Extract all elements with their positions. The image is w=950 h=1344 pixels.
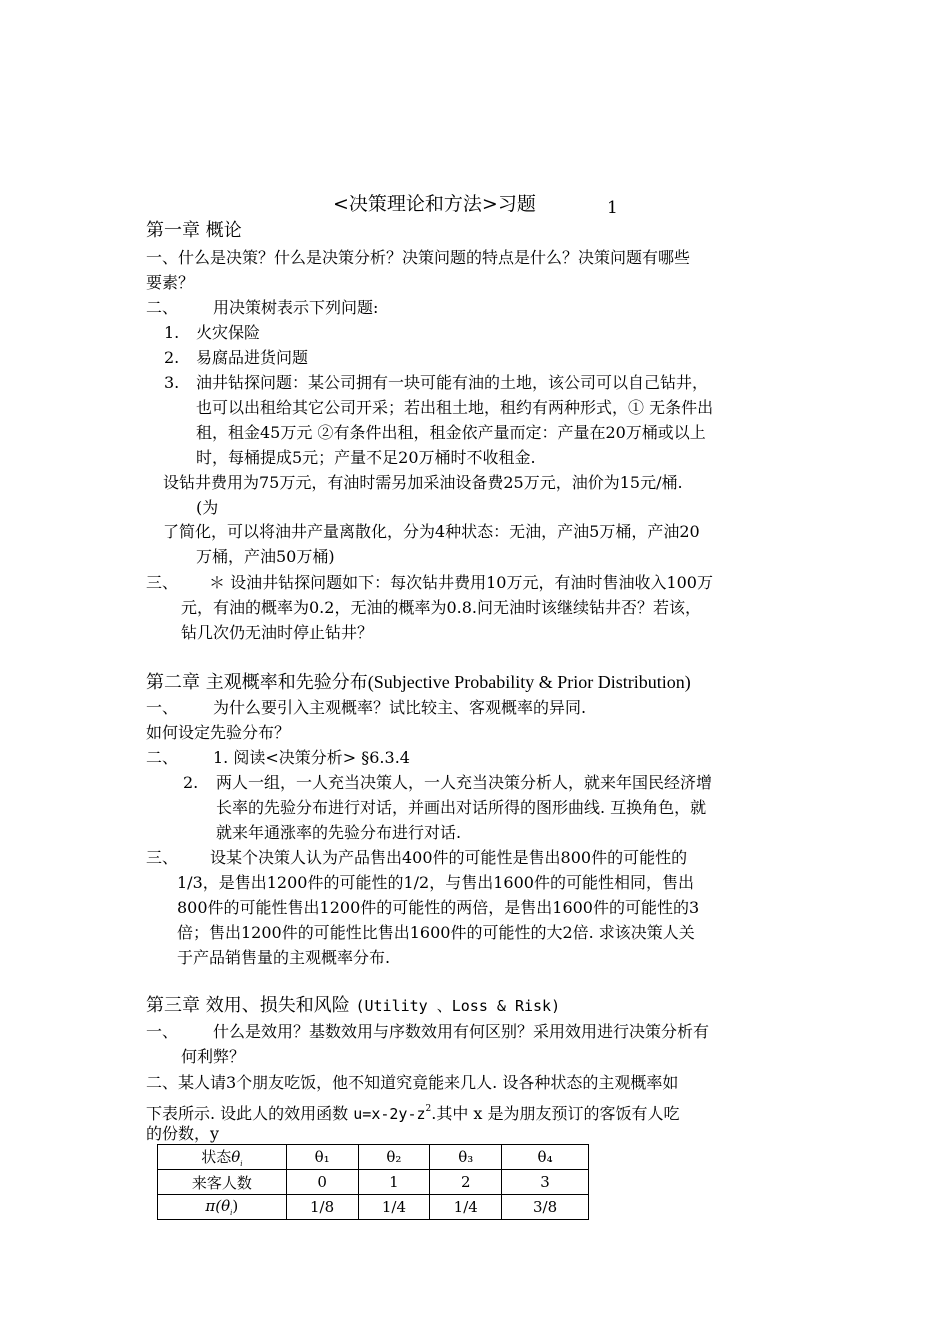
table-row bbox=[158, 1195, 589, 1220]
utility-formula: u=x-2y-z bbox=[353, 1105, 426, 1123]
ch3-q2-line1: 二、某人请3个朋友吃饭，他不知道究竟能来几人. 设各种状态的主观概率如 bbox=[146, 1073, 679, 1092]
ch1-q3-line2: 元，有油的概率为0.2，无油的概率为0.8.问无油时该继续钻井否？若该， bbox=[181, 598, 701, 617]
ch1-q3-line3: 钻几次仍无油时停止钻井？ bbox=[181, 623, 374, 642]
ch2-q2-number: 二、 bbox=[146, 748, 179, 767]
table-cell: 1/4 bbox=[358, 1195, 430, 1220]
pi-theta-close: ) bbox=[232, 1197, 239, 1215]
chapter-2-heading-en: (Subjective Probability & Prior Distribution) bbox=[367, 672, 691, 692]
table-header-prob bbox=[158, 1195, 287, 1220]
ch3-q2-line3: 的份数，y bbox=[146, 1124, 220, 1143]
ch1-item2-number: 2. bbox=[164, 348, 180, 367]
ch2-q3-line1: 设某个决策人认为产品售出400件的可能性是售出800件的可能性的 bbox=[210, 848, 688, 867]
ch2-q3-line3: 800件的可能性售出1200件的可能性的两倍，是售出1600件的可能性的3 bbox=[177, 898, 700, 917]
ch2-q1-number: 一、 bbox=[146, 698, 179, 717]
pi-theta-subscript: i bbox=[230, 1209, 233, 1217]
ch3-q1-number: 一、 bbox=[146, 1022, 179, 1041]
page-title: <决策理论和方法>习题 bbox=[333, 193, 536, 215]
table-header-state bbox=[158, 1145, 287, 1170]
ch3-q2-line2-b: .其中 x 是为朋友预订的客饭有人吃 bbox=[431, 1104, 680, 1123]
pi-theta-label: π(θ bbox=[205, 1197, 231, 1215]
ch1-cost-line3: 了简化，可以将油井产量离散化，分为4种状态：无油，产油5万桶，产油20 bbox=[163, 522, 700, 541]
table-cell: 1/8 bbox=[286, 1195, 358, 1220]
ch2-q1-line2: 如何设定先验分布？ bbox=[146, 723, 291, 742]
ch1-item2-text: 易腐品进货问题 bbox=[196, 348, 309, 367]
chapter-2-heading bbox=[146, 672, 691, 693]
ch1-item3-line1: 油井钻探问题：某公司拥有一块可能有油的土地，该公司可以自己钻井， bbox=[196, 373, 709, 392]
ch2-q3-line5: 于产品销售量的主观概率分布. bbox=[177, 948, 391, 967]
ch1-cost-line2: (为 bbox=[196, 498, 219, 517]
chapter-2-heading-cn: 第二章 主观概率和先验分布 bbox=[146, 672, 368, 693]
table-cell: θ₁ bbox=[286, 1145, 358, 1170]
theta-subscript: i bbox=[240, 1160, 243, 1168]
ch2-q3-line2: 1/3，是售出1200件的可能性的1/2，与售出1600件的可能性相同，售出 bbox=[177, 873, 694, 892]
ch2-q1-text: 为什么要引入主观概率？试比较主、客观概率的异同. bbox=[213, 698, 587, 717]
table-cell: θ₃ bbox=[430, 1145, 502, 1170]
chapter-3-heading-cn: 第三章 效用、损失和风险 bbox=[146, 995, 350, 1016]
ch3-q2-line2-a: 下表所示. 设此人的效用函数 bbox=[146, 1104, 354, 1123]
ch1-cost-line1: 设钻井费用为75万元，有油时需另加采油设备费25万元，油价为15元/桶. bbox=[163, 473, 683, 492]
ch1-q2-text: 用决策树表示下列问题: bbox=[213, 298, 379, 317]
chapter-3-heading bbox=[146, 996, 560, 1016]
table-cell: 1/4 bbox=[430, 1195, 502, 1220]
ch1-q3-number: 三、 bbox=[146, 573, 179, 592]
ch1-item3-line2: 也可以出租给其它公司开采；若出租土地，租约有两种形式，① 无条件出 bbox=[196, 398, 714, 417]
ch1-q3-line1: ＊ 设油井钻探问题如下：每次钻井费用10万元，有油时售油收入100万 bbox=[209, 573, 713, 592]
table-cell: θ₂ bbox=[358, 1145, 430, 1170]
table-cell: 0 bbox=[286, 1170, 358, 1195]
ch2-q3-line4: 倍；售出1200件的可能性比售出1600件的可能性的大2倍. 求该决策人关 bbox=[177, 923, 695, 942]
table-cell: 2 bbox=[430, 1170, 502, 1195]
table-cell: θ₄ bbox=[502, 1145, 589, 1170]
ch1-q2-number: 二、 bbox=[146, 298, 179, 317]
chapter-3-heading-en: (Utility 、Loss & Risk) bbox=[355, 997, 561, 1015]
ch2-q3-number: 三、 bbox=[146, 848, 179, 867]
ch2-item2-line2: 长率的先验分布进行对话，并画出对话所得的图形曲线. 互换角色，就 bbox=[216, 798, 707, 817]
table-row bbox=[158, 1170, 589, 1195]
theta-symbol: θ bbox=[231, 1148, 241, 1166]
ch2-item2-line1: 两人一组，一人充当决策人，一人充当决策分析人，就来年国民经济增 bbox=[216, 773, 713, 792]
table-cell: 1 bbox=[358, 1170, 430, 1195]
ch2-item2-line3: 就来年通涨率的先验分布进行对话. bbox=[216, 823, 462, 842]
ch1-item1-number: 1. bbox=[164, 323, 180, 342]
ch2-q2-text: 1. 阅读<决策分析> §6.3.4 bbox=[213, 748, 410, 767]
ch1-q1-line2: 要素？ bbox=[146, 273, 195, 292]
table-header-guests: 来客人数 bbox=[158, 1170, 287, 1195]
state-probability-table bbox=[157, 1144, 589, 1220]
ch3-q1-line1: 什么是效用？基数效用与序数效用有何区别？采用效用进行决策分析有 bbox=[213, 1022, 710, 1041]
ch1-q1-line1: 一、什么是决策？什么是决策分析？决策问题的特点是什么？决策问题有哪些 bbox=[146, 248, 691, 267]
ch2-item2-number: 2. bbox=[183, 773, 199, 792]
ch1-cost-line4: 万桶，产油50万桶) bbox=[196, 547, 335, 566]
formula-exponent: 2 bbox=[425, 1104, 432, 1114]
ch1-item3-line4: 时，每桶提成5元；产量不足20万桶时不收租金. bbox=[196, 448, 536, 467]
table-row bbox=[158, 1145, 589, 1170]
ch1-item3-number: 3. bbox=[164, 373, 180, 392]
page-number: 1 bbox=[607, 198, 618, 218]
ch3-q1-line2: 何利弊？ bbox=[181, 1047, 246, 1066]
table-cell: 3 bbox=[502, 1170, 589, 1195]
ch1-item3-line3: 租，租金45万元 ②有条件出租，租金依产量而定：产量在20万桶或以上 bbox=[196, 423, 706, 442]
chapter-1-heading: 第一章 概论 bbox=[146, 220, 242, 241]
state-label: 状态 bbox=[201, 1148, 232, 1166]
ch3-q2-line2 bbox=[146, 1099, 680, 1124]
table-cell: 3/8 bbox=[502, 1195, 589, 1220]
ch1-item1-text: 火灾保险 bbox=[196, 323, 261, 342]
